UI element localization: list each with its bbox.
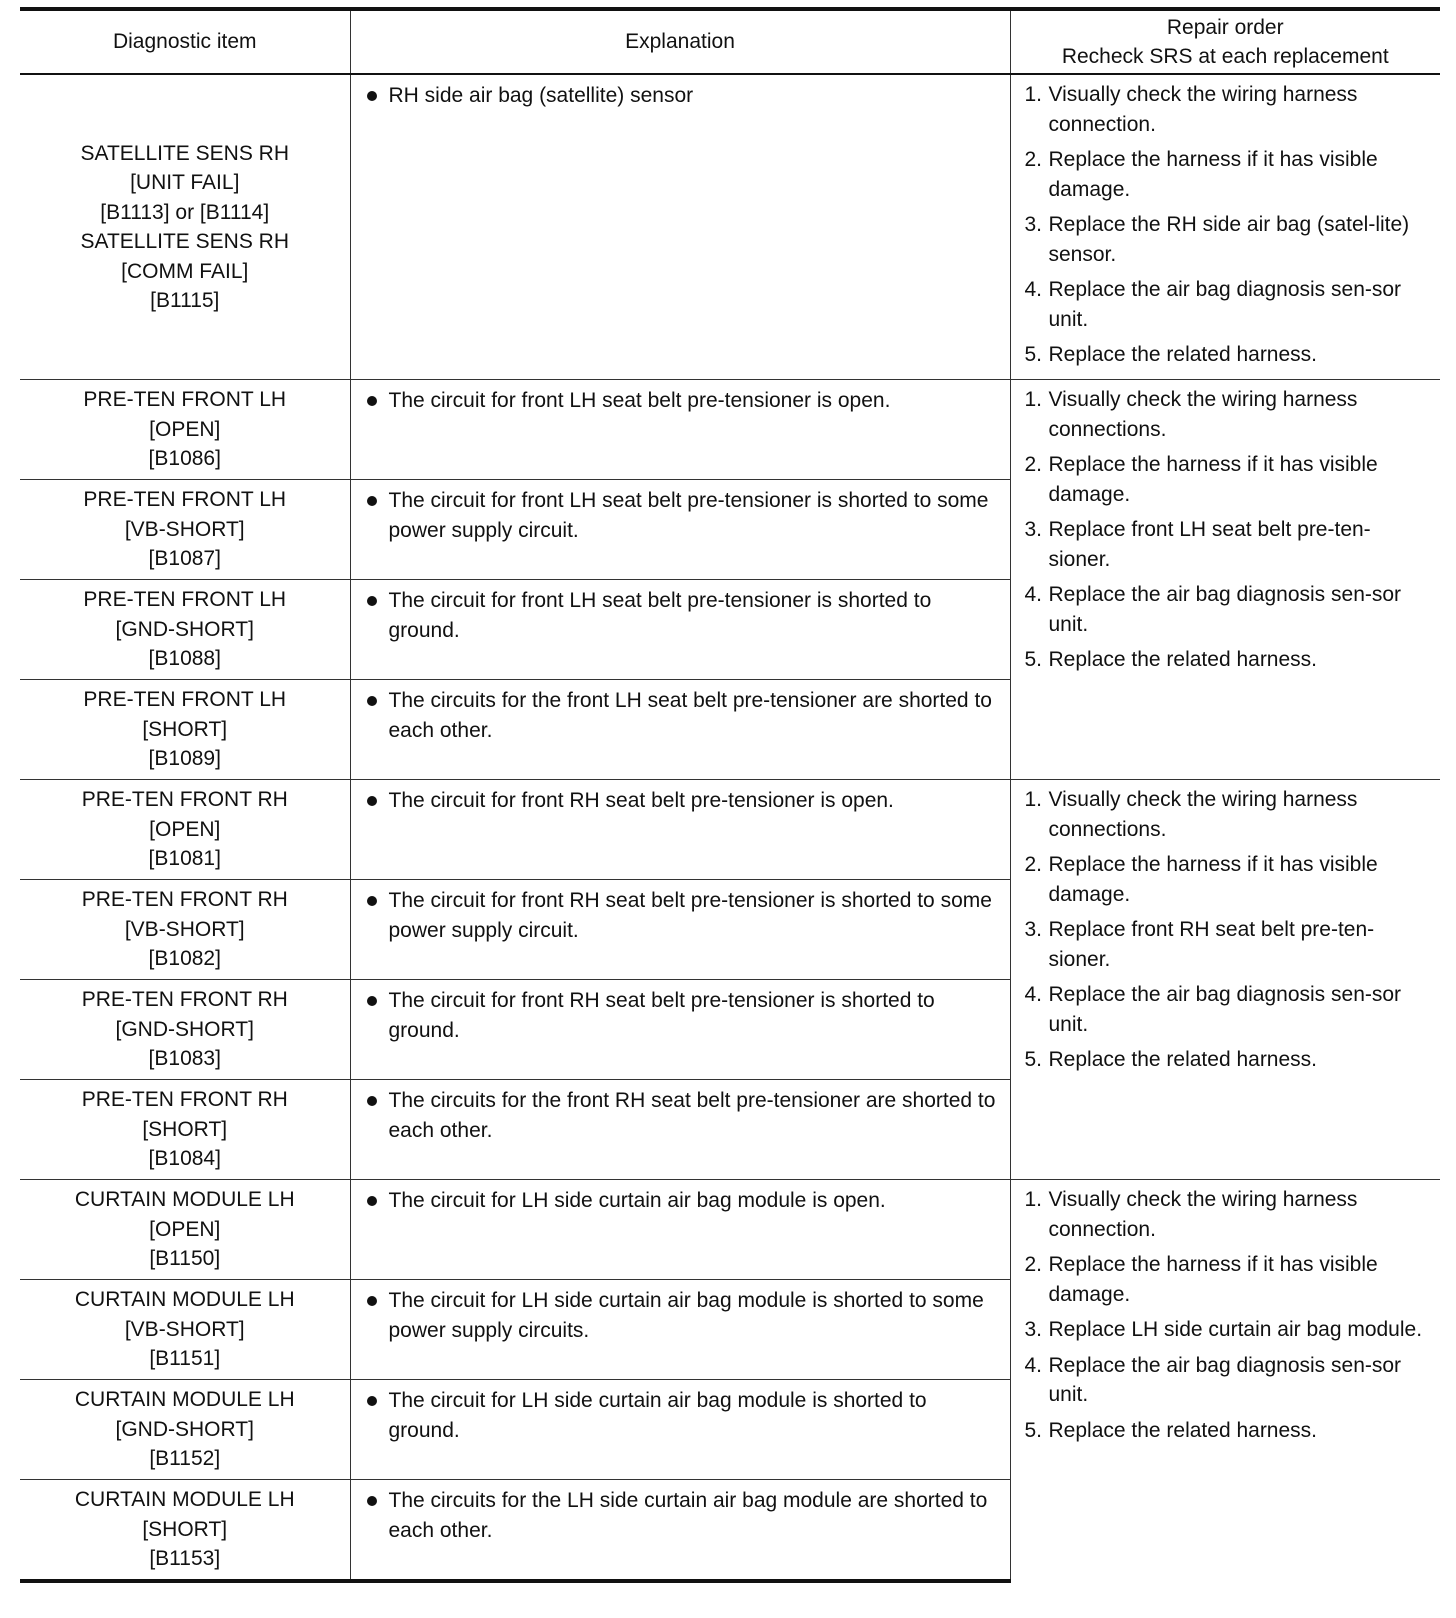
bullet-dot-icon bbox=[367, 1296, 377, 1306]
bullet-dot-icon bbox=[367, 1396, 377, 1406]
bullet-dot-icon bbox=[367, 396, 377, 406]
explanation-text: The circuits for the front RH seat belt pre-tensioner are shorted to each other. bbox=[388, 1089, 996, 1142]
repair-step bbox=[1025, 1250, 1427, 1309]
table-body bbox=[20, 74, 1440, 1581]
diagnostic-item-line: [OPEN] bbox=[149, 417, 221, 441]
diagnostic-item-line: PRE-TEN FRONT LH bbox=[83, 388, 287, 412]
explanation-bullet bbox=[367, 1486, 1000, 1545]
diagnostic-item-line: CURTAIN MODULE LH bbox=[74, 1188, 295, 1212]
explanation-bullet bbox=[367, 586, 1000, 645]
diagnostic-item-line: PRE-TEN FRONT LH bbox=[83, 488, 287, 512]
diagnostic-item-cell bbox=[20, 1380, 350, 1480]
diagnostic-item-cell bbox=[20, 380, 350, 480]
explanation-bullet bbox=[367, 886, 1000, 945]
explanation-text: The circuit for front LH seat belt pre-tensioner is shorted to some power supply circuit. bbox=[388, 489, 989, 542]
diagnostic-item-line: [B1081] bbox=[148, 847, 221, 871]
repair-step-text: Replace the related harness. bbox=[1048, 1048, 1317, 1071]
repair-order-cell bbox=[1010, 780, 1440, 1180]
repair-step-number: 5. bbox=[1024, 343, 1043, 366]
repair-step-text: Replace front LH seat belt pre-ten-sioner. bbox=[1048, 518, 1371, 571]
explanation-text: The circuit for front RH seat belt pre-tensioner is shorted to ground. bbox=[388, 989, 935, 1042]
diagnostic-item-line: [VB-SHORT] bbox=[124, 1317, 245, 1341]
repair-step-text: Visually check the wiring harness connections. bbox=[1048, 788, 1358, 841]
repair-step bbox=[1025, 1351, 1427, 1410]
diagnostic-item-line: PRE-TEN FRONT LH bbox=[83, 588, 287, 612]
bullet-dot-icon bbox=[367, 596, 377, 606]
repair-step bbox=[1025, 340, 1427, 370]
diagnostic-item-line: SATELLITE SENS RH bbox=[80, 230, 289, 253]
repair-step-text: Replace the related harness. bbox=[1048, 648, 1317, 671]
repair-step bbox=[1025, 1185, 1427, 1244]
repair-step-number: 5. bbox=[1024, 1418, 1043, 1442]
diagnostic-item-line: [OPEN] bbox=[149, 817, 221, 841]
diagnostic-item-line: [GND-SHORT] bbox=[115, 1017, 254, 1041]
repair-step-text: Replace the RH side air bag (satel-lite) sensor. bbox=[1048, 213, 1410, 266]
repair-step bbox=[1025, 210, 1427, 269]
diagnostic-item-line: [B1150] bbox=[149, 1247, 221, 1271]
repair-step-number: 3. bbox=[1024, 918, 1043, 941]
explanation-bullet bbox=[367, 386, 1000, 416]
repair-step-number: 4. bbox=[1024, 1353, 1043, 1377]
explanation-cell bbox=[350, 1380, 1010, 1480]
explanation-text: The circuit for LH side curtain air bag module is shorted to ground. bbox=[388, 1389, 927, 1442]
diagnostic-item-cell bbox=[20, 680, 350, 780]
header-repair-order bbox=[1010, 9, 1440, 74]
diagnostic-item-cell bbox=[20, 980, 350, 1080]
explanation-bullet bbox=[367, 81, 1000, 111]
repair-step bbox=[1025, 1315, 1427, 1345]
repair-step-text: Replace the related harness. bbox=[1048, 1418, 1317, 1442]
repair-step bbox=[1025, 785, 1427, 844]
diagnostic-item-line: [B1088] bbox=[148, 647, 221, 671]
explanation-text: The circuit for front RH seat belt pre-tensioner is open. bbox=[388, 789, 894, 812]
diagnostic-item-line: PRE-TEN FRONT RH bbox=[81, 988, 288, 1012]
diagnostic-item-line: [B1152] bbox=[149, 1447, 221, 1471]
repair-step bbox=[1025, 515, 1427, 574]
table-row bbox=[20, 780, 1440, 880]
explanation-cell bbox=[350, 380, 1010, 480]
diagnostic-item-cell bbox=[20, 580, 350, 680]
repair-step-text: Replace the harness if it has visible damage. bbox=[1048, 148, 1378, 201]
diagnostic-item-line: PRE-TEN FRONT RH bbox=[81, 1088, 288, 1112]
diagnostic-item-line: [GND-SHORT] bbox=[115, 617, 254, 641]
header-explanation: Explanation bbox=[350, 9, 1010, 74]
explanation-bullet bbox=[367, 1286, 1000, 1345]
repair-step-number: 2. bbox=[1024, 853, 1043, 876]
explanation-text: The circuit for LH side curtain air bag module is shorted to some power supply circuits. bbox=[388, 1289, 984, 1342]
repair-step bbox=[1025, 645, 1427, 675]
repair-step-text: Replace the air bag diagnosis sen-sor unit. bbox=[1048, 278, 1402, 331]
diagnostic-item-cell bbox=[20, 74, 350, 380]
explanation-bullet bbox=[367, 686, 1000, 745]
diagnostic-document bbox=[20, 7, 1440, 1583]
repair-step-text: Visually check the wiring harness connection. bbox=[1048, 83, 1358, 136]
repair-step bbox=[1025, 80, 1427, 139]
diagnostic-item-line: PRE-TEN FRONT RH bbox=[81, 888, 288, 912]
repair-step bbox=[1025, 580, 1427, 639]
diagnostic-item-line: [GND-SHORT] bbox=[115, 1417, 254, 1441]
diagnostic-item-line: [COMM FAIL] bbox=[121, 259, 249, 283]
repair-step bbox=[1025, 1045, 1427, 1075]
repair-step-text: Replace the harness if it has visible damage. bbox=[1048, 1253, 1378, 1306]
explanation-cell bbox=[350, 1280, 1010, 1380]
diagnostic-item-line: [B1151] bbox=[149, 1347, 221, 1371]
bullet-dot-icon bbox=[367, 496, 377, 506]
explanation-bullet bbox=[367, 486, 1000, 545]
diagnostic-item-line: [B1086] bbox=[148, 447, 221, 471]
repair-step-number: 2. bbox=[1024, 453, 1043, 476]
repair-step-number: 1. bbox=[1024, 83, 1043, 106]
repair-step bbox=[1025, 385, 1427, 444]
repair-step-text: Replace front RH seat belt pre-ten-sioner. bbox=[1048, 918, 1375, 971]
repair-step-number: 4. bbox=[1024, 278, 1043, 301]
header-repair-order-note: Recheck SRS at each replacement bbox=[1061, 45, 1389, 68]
explanation-text: The circuits for the LH side curtain air bag module are shorted to each other. bbox=[388, 1489, 988, 1542]
explanation-cell bbox=[350, 74, 1010, 380]
repair-step bbox=[1025, 980, 1427, 1039]
bullet-dot-icon bbox=[367, 796, 377, 806]
repair-step-number: 5. bbox=[1024, 648, 1043, 671]
repair-step bbox=[1025, 915, 1427, 974]
diagnostic-item-line: [B1153] bbox=[149, 1547, 221, 1571]
explanation-text: The circuits for the front LH seat belt pre-tensioner are shorted to each other. bbox=[388, 689, 992, 742]
repair-step-text: Replace the harness if it has visible damage. bbox=[1048, 453, 1378, 506]
repair-step-text: Replace the related harness. bbox=[1048, 343, 1317, 366]
header-diagnostic-item: Diagnostic item bbox=[20, 9, 350, 74]
table-row bbox=[20, 380, 1440, 480]
bullet-dot-icon bbox=[367, 696, 377, 706]
header-repair-order-title: Repair order bbox=[1166, 15, 1284, 39]
explanation-text: The circuit for front LH seat belt pre-tensioner is open. bbox=[388, 389, 891, 412]
explanation-bullet bbox=[367, 786, 1000, 816]
diagnostic-item-line: [B1084] bbox=[148, 1147, 221, 1171]
repair-step bbox=[1025, 450, 1427, 509]
diagnostic-item-line: [B1113] or [B1114] bbox=[100, 200, 270, 224]
diagnostic-item-line: [VB-SHORT] bbox=[124, 917, 245, 941]
diagnostic-item-line: CURTAIN MODULE LH bbox=[74, 1388, 295, 1412]
bullet-dot-icon bbox=[367, 1096, 377, 1106]
explanation-cell bbox=[350, 580, 1010, 680]
diagnostic-item-line: [SHORT] bbox=[142, 1117, 228, 1141]
repair-step-number: 4. bbox=[1024, 983, 1043, 1006]
diagnostic-item-cell bbox=[20, 1480, 350, 1582]
repair-step-number: 3. bbox=[1024, 518, 1043, 541]
explanation-text: The circuit for front LH seat belt pre-tensioner is shorted to ground. bbox=[388, 589, 932, 642]
repair-step-text: Visually check the wiring harness connections. bbox=[1048, 388, 1358, 441]
diagnostic-item-line: CURTAIN MODULE LH bbox=[74, 1288, 295, 1312]
repair-step-text: Visually check the wiring harness connection. bbox=[1048, 1188, 1358, 1241]
repair-order-cell bbox=[1010, 380, 1440, 780]
explanation-bullet bbox=[367, 1386, 1000, 1445]
explanation-bullet bbox=[367, 1186, 1000, 1216]
repair-step-number: 1. bbox=[1024, 788, 1043, 811]
repair-step bbox=[1025, 275, 1427, 334]
repair-step-number: 1. bbox=[1024, 1188, 1043, 1211]
diagnostic-item-line: [B1087] bbox=[148, 547, 221, 571]
repair-step bbox=[1025, 1416, 1427, 1446]
repair-step-text: Replace the harness if it has visible damage. bbox=[1048, 853, 1378, 906]
diagnostic-item-line: PRE-TEN FRONT RH bbox=[81, 788, 288, 812]
explanation-bullet bbox=[367, 986, 1000, 1045]
diagnostic-item-line: [B1083] bbox=[148, 1047, 221, 1071]
explanation-text: RH side air bag (satellite) sensor bbox=[388, 84, 694, 107]
diagnostic-item-line: [UNIT FAIL] bbox=[130, 171, 240, 194]
explanation-bullet bbox=[367, 1086, 1000, 1145]
diagnostic-item-line: [B1089] bbox=[148, 747, 221, 771]
bullet-dot-icon bbox=[367, 1196, 377, 1206]
repair-step-number: 4. bbox=[1024, 583, 1043, 606]
repair-order-cell bbox=[1010, 74, 1440, 380]
repair-step-number: 1. bbox=[1024, 388, 1043, 411]
explanation-cell bbox=[350, 980, 1010, 1080]
explanation-text: The circuit for LH side curtain air bag module is open. bbox=[388, 1189, 886, 1212]
repair-order-cell bbox=[1010, 1180, 1440, 1582]
diagnostic-table bbox=[20, 7, 1440, 1583]
diagnostic-item-line: [SHORT] bbox=[142, 717, 228, 741]
diagnostic-item-line: [SHORT] bbox=[142, 1517, 228, 1541]
bullet-dot-icon bbox=[367, 996, 377, 1006]
repair-step-number: 5. bbox=[1024, 1048, 1043, 1071]
diagnostic-item-line: [B1082] bbox=[148, 947, 221, 971]
bullet-dot-icon bbox=[367, 1496, 377, 1506]
repair-step-number: 3. bbox=[1024, 1318, 1043, 1341]
diagnostic-item-line: [B1115] bbox=[150, 289, 220, 312]
diagnostic-item-cell bbox=[20, 1180, 350, 1280]
table-row bbox=[20, 1180, 1440, 1280]
explanation-cell bbox=[350, 1080, 1010, 1180]
diagnostic-item-line: CURTAIN MODULE LH bbox=[74, 1488, 295, 1512]
repair-step-number: 3. bbox=[1024, 213, 1043, 236]
explanation-cell bbox=[350, 1480, 1010, 1582]
repair-step bbox=[1025, 145, 1427, 204]
diagnostic-item-cell bbox=[20, 780, 350, 880]
bullet-dot-icon bbox=[367, 91, 377, 101]
diagnostic-item-cell bbox=[20, 480, 350, 580]
repair-step bbox=[1025, 850, 1427, 909]
diagnostic-item-line: [VB-SHORT] bbox=[124, 517, 245, 541]
explanation-cell bbox=[350, 680, 1010, 780]
repair-step-number: 2. bbox=[1024, 1253, 1043, 1276]
diagnostic-item-line: PRE-TEN FRONT LH bbox=[83, 688, 287, 712]
table-header bbox=[20, 9, 1440, 74]
diagnostic-item-cell bbox=[20, 880, 350, 980]
diagnostic-item-line: SATELLITE SENS RH bbox=[80, 141, 289, 165]
repair-step-text: Replace the air bag diagnosis sen-sor unit. bbox=[1048, 1353, 1402, 1406]
diagnostic-item-cell bbox=[20, 1280, 350, 1380]
explanation-cell bbox=[350, 1180, 1010, 1280]
repair-step-text: Replace the air bag diagnosis sen-sor unit. bbox=[1048, 583, 1402, 636]
repair-step-text: Replace the air bag diagnosis sen-sor unit. bbox=[1048, 983, 1402, 1036]
diagnostic-item-line: [OPEN] bbox=[149, 1217, 221, 1241]
repair-step-text: Replace LH side curtain air bag module. bbox=[1048, 1318, 1423, 1341]
table-row bbox=[20, 74, 1440, 380]
explanation-cell bbox=[350, 780, 1010, 880]
explanation-cell bbox=[350, 880, 1010, 980]
repair-step-number: 2. bbox=[1024, 148, 1043, 171]
explanation-text: The circuit for front RH seat belt pre-tensioner is shorted to some power supply circuit. bbox=[388, 889, 992, 942]
explanation-cell bbox=[350, 480, 1010, 580]
diagnostic-item-cell bbox=[20, 1080, 350, 1180]
bullet-dot-icon bbox=[367, 896, 377, 906]
